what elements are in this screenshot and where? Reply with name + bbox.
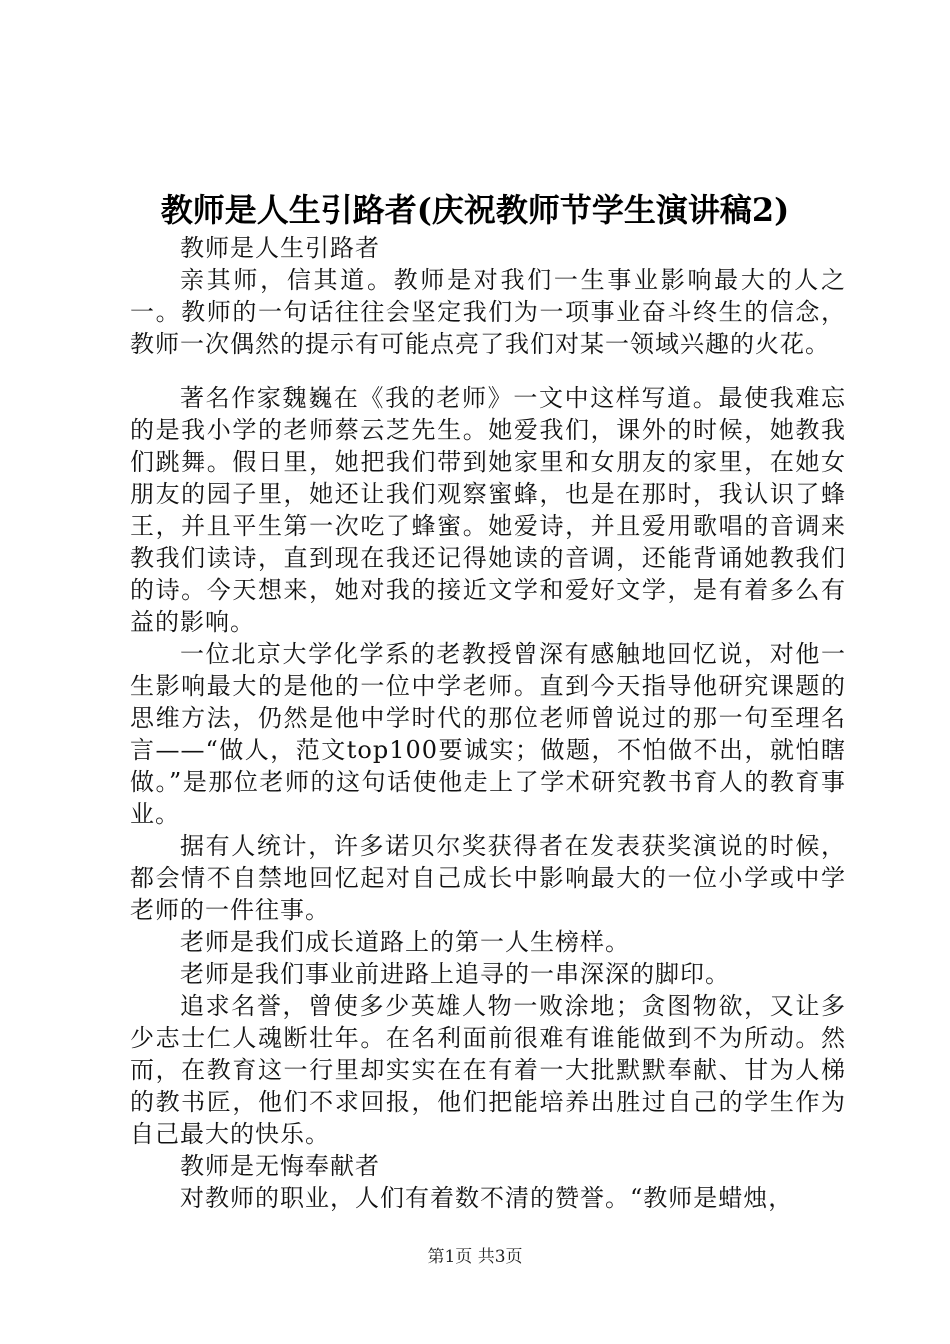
paragraph-8: 对教师的职业，人们有着数不清的赞誉。“教师是蜡烛， <box>180 1184 794 1212</box>
paragraph-6: 老师是我们事业前进路上追寻的一串深深的脚印。 <box>180 960 730 988</box>
paragraph-1: 亲其师，信其道。教师是对我们一生事业影响最大的人之一。教师的一句话往往会坚定我们为一项事业奋斗终生的信念，教师一次偶然的提示有可能点亮了我们对某一领域兴趣的火花。 <box>130 266 846 358</box>
document-title: 教师是人生引路者(庆祝教师节学生演讲稿2) <box>160 191 790 229</box>
page-footer: 第1页 共3页 <box>427 1247 523 1267</box>
paragraph-3: 一位北京大学化学系的老教授曾深有感触地回忆说，对他一生影响最大的是他的一位中学老师。直到今天指导他研究课题的思维方法，仍然是他中学时代的那位老师曾说过的那一句至理名言——“做人，范文top100要诚实；做题，不怕做不出，就怕瞎做。”是那位老师的这句话使他走上了学术研究教书育人的教育事业。 <box>130 640 846 828</box>
document-body <box>130 232 846 1214</box>
paragraph-subheading-2: 教师是无悔奉献者 <box>180 1152 380 1180</box>
paragraph-subheading-1: 教师是人生引路者 <box>180 234 380 262</box>
paragraph-4: 据有人统计，许多诺贝尔奖获得者在发表获奖演说的时候，都会情不自禁地回忆起对自己成长中影响最大的一位小学或中学老师的一件往事。 <box>130 832 846 924</box>
paragraph-7: 追求名誉，曾使多少英雄人物一败涂地；贪图物欲，又让多少志士仁人魂断壮年。在名利面前很难有谁能做到不为所动。然而，在教育这一行里却实实在在有着一大批默默奉献、甘为人梯的教书匠，他们不求回报，他们把能培养出胜过自己的学生作为自己最大的快乐。 <box>130 992 846 1148</box>
paragraph-2: 著名作家魏巍在《我的老师》一文中这样写道。最使我难忘的是我小学的老师蔡云芝先生。她爱我们，课外的时候，她教我们跳舞。假日里，她把我们带到她家里和女朋友的家里，在她女朋友的园子里，她还让我们观察蜜蜂，也是在那时，我认识了蜂王，并且平生第一次吃了蜂蜜。她爱诗，并且爱用歌唱的音调来教我们读诗，直到现在我还记得她读的音调，还能背诵她教我们的诗。今天想来，她对我的接近文学和爱好文学，是有着多么有益的影响。 <box>130 384 846 636</box>
paragraph-5: 老师是我们成长道路上的第一人生榜样。 <box>180 928 630 956</box>
